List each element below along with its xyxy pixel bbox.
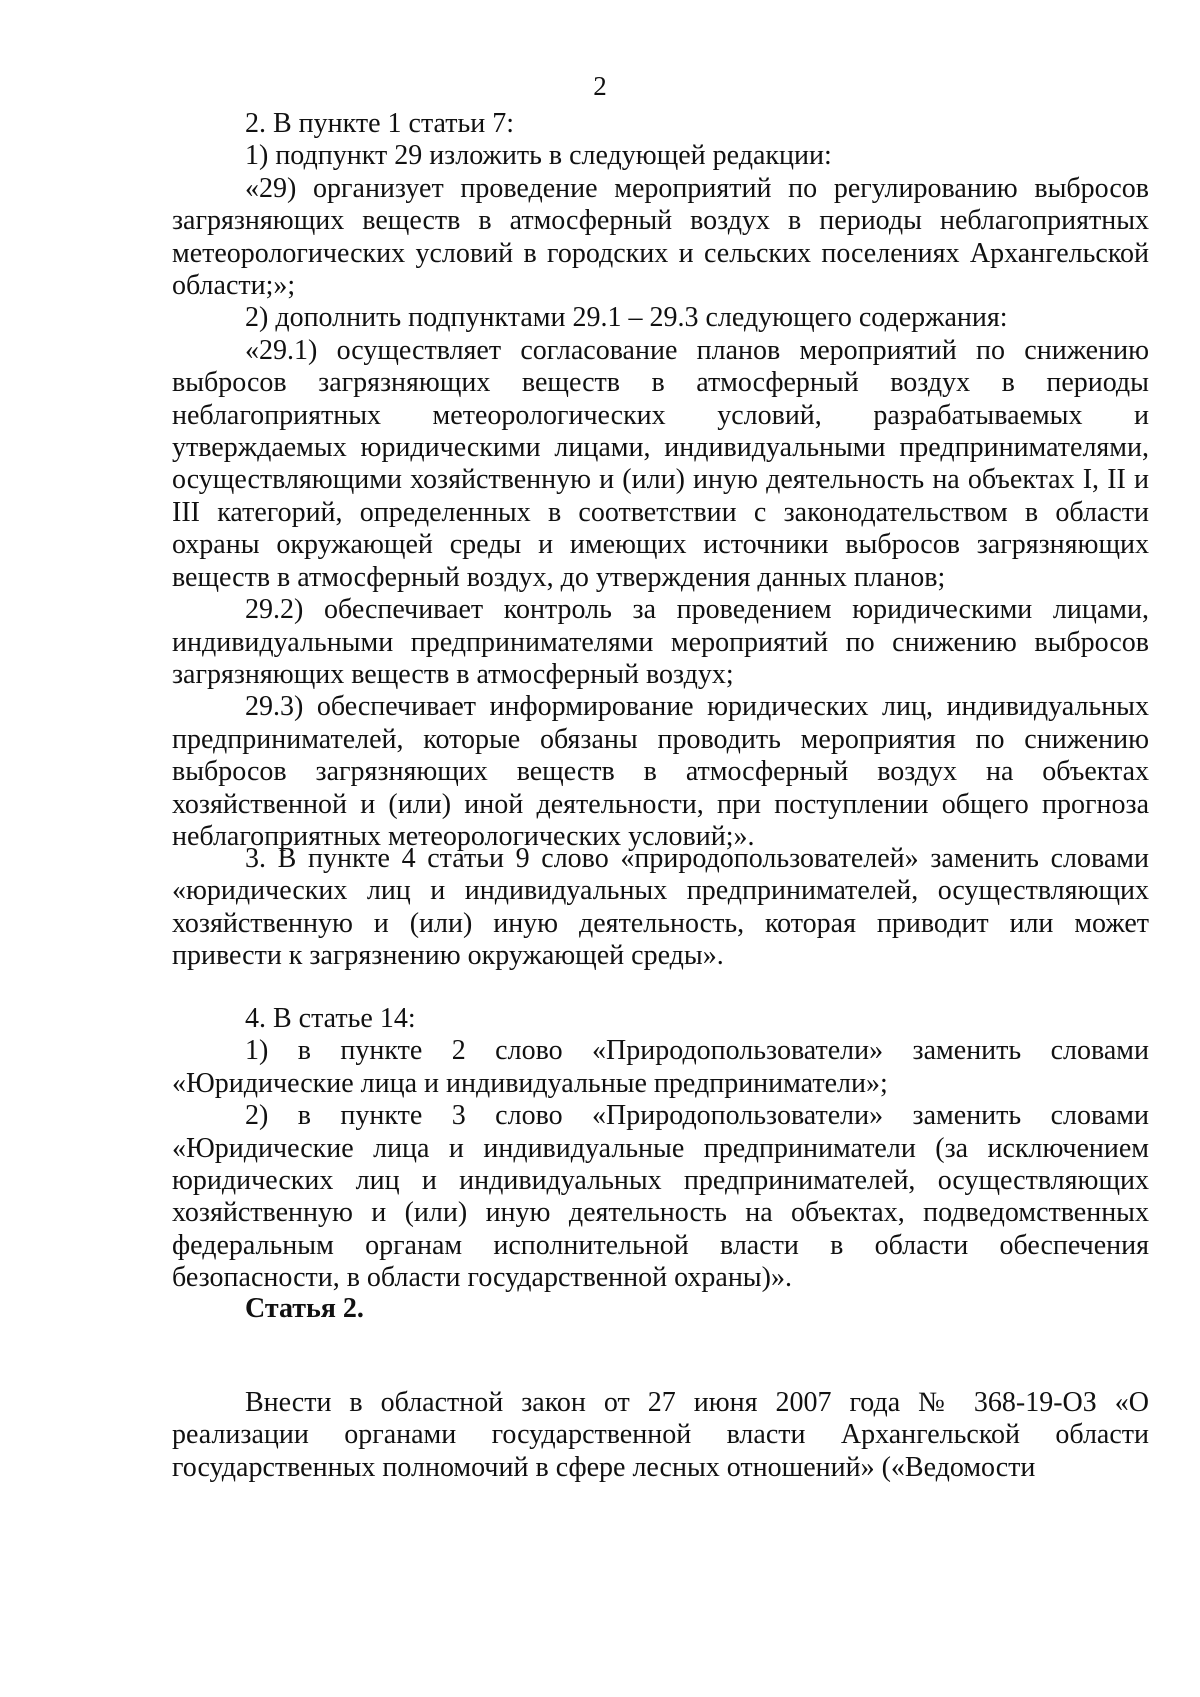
amendments-article-1-part-2 (172, 108, 1149, 853)
article-heading: Статья 2. (245, 1293, 364, 1324)
paragraph-item-4-subitem-2: 2) в пункте 3 слово «Природопользователи» заменить словами «Юридические лица и индивидуальные предприниматели (за исключением юридических лиц и индивидуальных предпринимателей, осуществляющих хозяйственную и (или) иную деятельность на объектах, подведомственных федеральным органам исполнительной власти в области обеспечения безопасности, в области государственной охраны)». (172, 1100, 1149, 1294)
paragraph-quote-29-2: 29.2) обеспечивает контроль за проведением юридическими лицами, индивидуальными предпринимателями мероприятий по снижению выбросов загрязняющих веществ в атмосферный воздух; (172, 594, 1149, 690)
amendments-article-1-part-4 (172, 1003, 1149, 1295)
paragraph-item-3: 3. В пункте 4 статьи 9 слово «природопользователей» заменить словами «юридических лиц и индивидуальных предпринимателей, осуществляющих хозяйственную и (или) иную деятельность, которая приводит или может привести к загрязнению окружающей среды». (172, 843, 1149, 972)
article-2-section (172, 1293, 1149, 1325)
paragraph-article-2-intro: Внести в областной закон от 27 июня 2007 года № 368-19-ОЗ «О реализации органами государственной власти Архангельской области государственных полномочий в сфере лесных отношений» («Ведомости (172, 1387, 1149, 1483)
paragraph-subitem-2: 2) дополнить подпунктами 29.1 – 29.3 следующего содержания: (245, 302, 1008, 334)
page-number: 2 (593, 71, 607, 101)
paragraph-quote-29-3: 29.3) обеспечивает информирование юридических лиц, индивидуальных предпринимателей, которые обязаны проводить мероприятия по снижению выбросов загрязняющих веществ в атмосферный воздух на объектах хозяйственной и (или) иной деятельности, при поступлении общего прогноза неблагоприятных метеорологических условий;». (172, 691, 1149, 852)
paragraph-item-4: 4. В статье 14: (245, 1003, 416, 1034)
paragraph-quote-29: «29) организует проведение мероприятий по регулированию выбросов загрязняющих веществ в атмосферный воздух в периоды неблагоприятных метеорологических условий в городских и сельских поселениях Архангельской области;»; (172, 172, 1149, 302)
paragraph-subitem-1: 1) подпункт 29 изложить в следующей редакции: (245, 140, 832, 172)
paragraph-item-4-subitem-1: 1) в пункте 2 слово «Природопользователи» заменить словами «Юридические лица и индивидуальные предприниматели»; (172, 1035, 1149, 1099)
paragraph-quote-29-1: «29.1) осуществляет согласование планов мероприятий по снижению выбросов загрязняющих веществ в атмосферный воздух в периоды неблагоприятных метеорологических условий, разрабатываемых и утверждаемых юридическими лицами, индивидуальными предпринимателями, осуществляющими хозяйственную и (или) иную деятельность на объектах I, II и III категорий, определенных в соответствии с законодательством в области охраны окружающей среды и имеющих источники выбросов загрязняющих веществ в атмосферный воздух, до утверждения данных планов; (172, 334, 1149, 593)
amendments-article-1-part-3 (172, 843, 1149, 973)
article-2-body (172, 1387, 1149, 1484)
paragraph-item-2: 2. В пункте 1 статьи 7: (245, 108, 515, 139)
